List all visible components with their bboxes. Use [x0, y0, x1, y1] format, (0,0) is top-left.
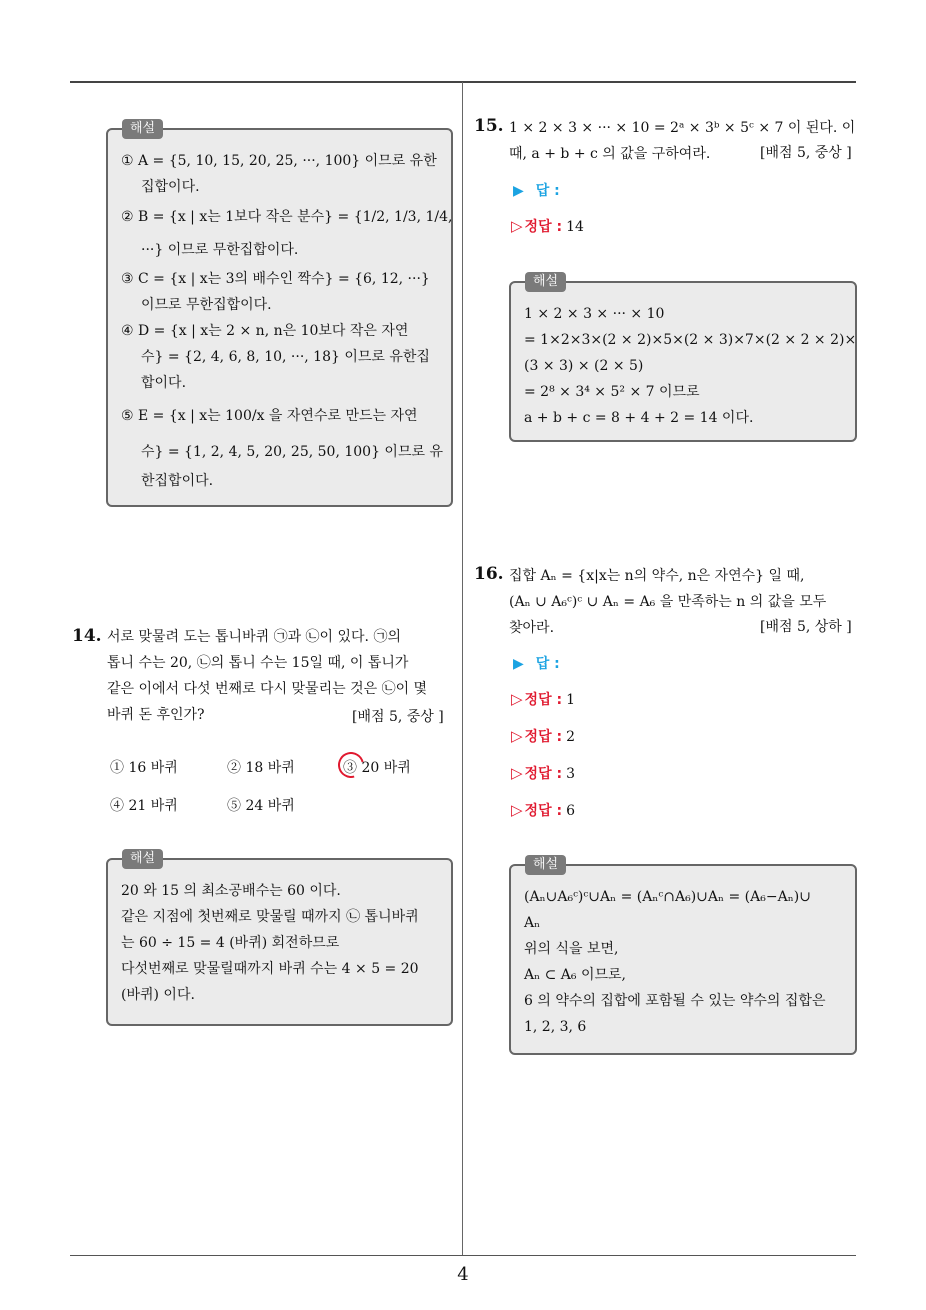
correct-label: 정답 : [524, 729, 563, 745]
solution-line: ② B = {x | x는 1보다 작은 분수} = {1/2, 1/3, 1/4, [121, 209, 453, 225]
q16-correct-row [511, 800, 575, 820]
solution-line: Aₙ [524, 915, 541, 931]
question-line: 서로 맞물려 도는 톱니바퀴 ㉠과 ㉡이 있다. ㉠의 [107, 629, 401, 645]
q16-correct-row [511, 726, 575, 746]
solution-line: ···} 이므로 무한집합이다. [141, 242, 299, 258]
solution-line: 6 의 약수의 집합에 포함될 수 있는 약수의 집합은 [524, 993, 826, 1009]
q16-correct-row [511, 689, 575, 709]
correct-label: 정답 : [524, 219, 563, 235]
solution-tag: 해설 [525, 272, 566, 292]
q14-choice-4[interactable]: ④ 21 바퀴 [110, 798, 178, 814]
solution-line: 한집합이다. [141, 473, 214, 489]
solution-line: 다섯번째로 맞물릴때까지 바퀴 수는 4 × 5 = 20 [121, 961, 419, 977]
page-number: 4 [457, 1264, 469, 1285]
solution-line: ④ D = {x | x는 2 × n, n은 10보다 작은 자연 [121, 323, 409, 339]
correct-label: 정답 : [524, 692, 563, 708]
solution-tag: 해설 [525, 855, 566, 875]
solution-line: ⑤ E = {x | x는 100/x 을 자연수로 만드는 자연 [121, 408, 418, 424]
selected-answer-circle [333, 747, 369, 783]
answer-label: 답 : [535, 183, 560, 199]
answer-label: 답 : [535, 656, 560, 672]
q16-correct-row [511, 763, 575, 783]
question-line: 바퀴 돈 후인가? [107, 707, 205, 723]
header-rule [70, 81, 856, 83]
solution-line: a + b + c = 8 + 4 + 2 = 14 이다. [524, 410, 754, 426]
q14-choice-5[interactable]: ⑤ 24 바퀴 [227, 798, 295, 814]
question-line: 같은 이에서 다섯 번째로 다시 맞물리는 것은 ㉡이 몇 [107, 681, 428, 697]
play-icon: ▶ [513, 656, 524, 672]
solution-tag: 해설 [122, 849, 163, 869]
solution-line: = 2⁸ × 3⁴ × 5² × 7 이므로 [524, 384, 700, 400]
solution-tag: 해설 [122, 119, 163, 139]
solution-line: (Aₙ∪A₆ᶜ)ᶜ∪Aₙ = (Aₙᶜ∩A₆)∪Aₙ = (A₆−Aₙ)∪ [524, 889, 811, 905]
outline-triangle-icon: ▷ [511, 801, 523, 819]
q14-choice-3[interactable]: ③ 20 바퀴 [343, 760, 411, 776]
q14-score: [배점 5, 중상 ] [352, 709, 444, 725]
footer-rule [70, 1255, 856, 1256]
solution-line: 이므로 무한집합이다. [141, 297, 272, 313]
solution-line: = 1×2×3×(2 × 2)×5×(2 × 3)×7×(2 × 2 × 2)× [524, 332, 857, 348]
correct-value: 2 [566, 729, 575, 745]
solution-line: 1, 2, 3, 6 [524, 1019, 587, 1035]
correct-label: 정답 : [524, 766, 563, 782]
q15-solution-box [509, 274, 857, 442]
q13-solution-box [106, 121, 453, 507]
solution-line: 합이다. [141, 375, 187, 391]
question-line: 1 × 2 × 3 × ··· × 10 = 2ᵃ × 3ᵇ × 5ᶜ × 7 이 된다. 이 [509, 120, 856, 136]
outline-triangle-icon: ▷ [511, 764, 523, 782]
solution-line: 20 와 15 의 최소공배수는 60 이다. [121, 883, 341, 899]
question-line: 톱니 수는 20, ㉡의 톱니 수는 15일 때, 이 톱니가 [107, 655, 409, 671]
correct-value: 3 [566, 766, 575, 782]
q14-solution-box [106, 851, 453, 1026]
outline-triangle-icon: ▷ [511, 690, 523, 708]
outline-triangle-icon: ▷ [511, 217, 523, 235]
q14-choice-2[interactable]: ② 18 바퀴 [227, 760, 295, 776]
solution-line: Aₙ ⊂ A₆ 이므로, [524, 967, 626, 983]
solution-line: (바퀴) 이다. [121, 987, 195, 1003]
solution-line: 같은 지점에 첫번째로 맞물릴 때까지 ㉡ 톱니바퀴 [121, 909, 419, 925]
solution-line: 는 60 ÷ 15 = 4 (바퀴) 회전하므로 [121, 935, 340, 951]
play-icon: ▶ [513, 183, 524, 199]
solution-line: ① A = {5, 10, 15, 20, 25, ···, 100} 이므로 유한 [121, 153, 437, 169]
q14-number: 14. [72, 626, 102, 646]
column-divider [462, 82, 463, 1255]
solution-line: 수} = {2, 4, 6, 8, 10, ···, 18} 이므로 유한집 [141, 349, 430, 365]
question-line: (Aₙ ∪ A₆ᶜ)ᶜ ∪ Aₙ = A₆ 을 만족하는 n 의 값을 모두 [509, 594, 827, 610]
q14-choice-1[interactable]: ① 16 바퀴 [110, 760, 178, 776]
q15-correct-row [511, 216, 584, 236]
q15-score: [배점 5, 중상 ] [760, 145, 852, 161]
correct-value: 1 [566, 692, 575, 708]
solution-line: 1 × 2 × 3 × ··· × 10 [524, 306, 665, 322]
outline-triangle-icon: ▷ [511, 727, 523, 745]
q16-score: [배점 5, 상하 ] [760, 619, 852, 635]
q16-solution-box [509, 857, 857, 1055]
solution-line: 위의 식을 보면, [524, 941, 619, 957]
correct-label: 정답 : [524, 803, 563, 819]
solution-line: 집합이다. [141, 179, 200, 195]
solution-line: 수} = {1, 2, 4, 5, 20, 25, 50, 100} 이므로 유 [141, 444, 443, 460]
q16-number: 16. [474, 564, 504, 584]
correct-value: 14 [566, 219, 584, 235]
question-line: 집합 Aₙ = {x|x는 n의 약수, n은 자연수} 일 때, [509, 568, 805, 584]
q15-number: 15. [474, 116, 504, 136]
solution-line: (3 × 3) × (2 × 5) [524, 358, 644, 374]
q16-answer-row[interactable] [513, 653, 560, 673]
q15-answer-row[interactable] [513, 180, 560, 200]
correct-value: 6 [566, 803, 575, 819]
question-line: 찾아라. [509, 620, 555, 636]
question-line: 때, a + b + c 의 값을 구하여라. [509, 146, 711, 162]
solution-line: ③ C = {x | x는 3의 배수인 짝수} = {6, 12, ···} [121, 271, 430, 287]
